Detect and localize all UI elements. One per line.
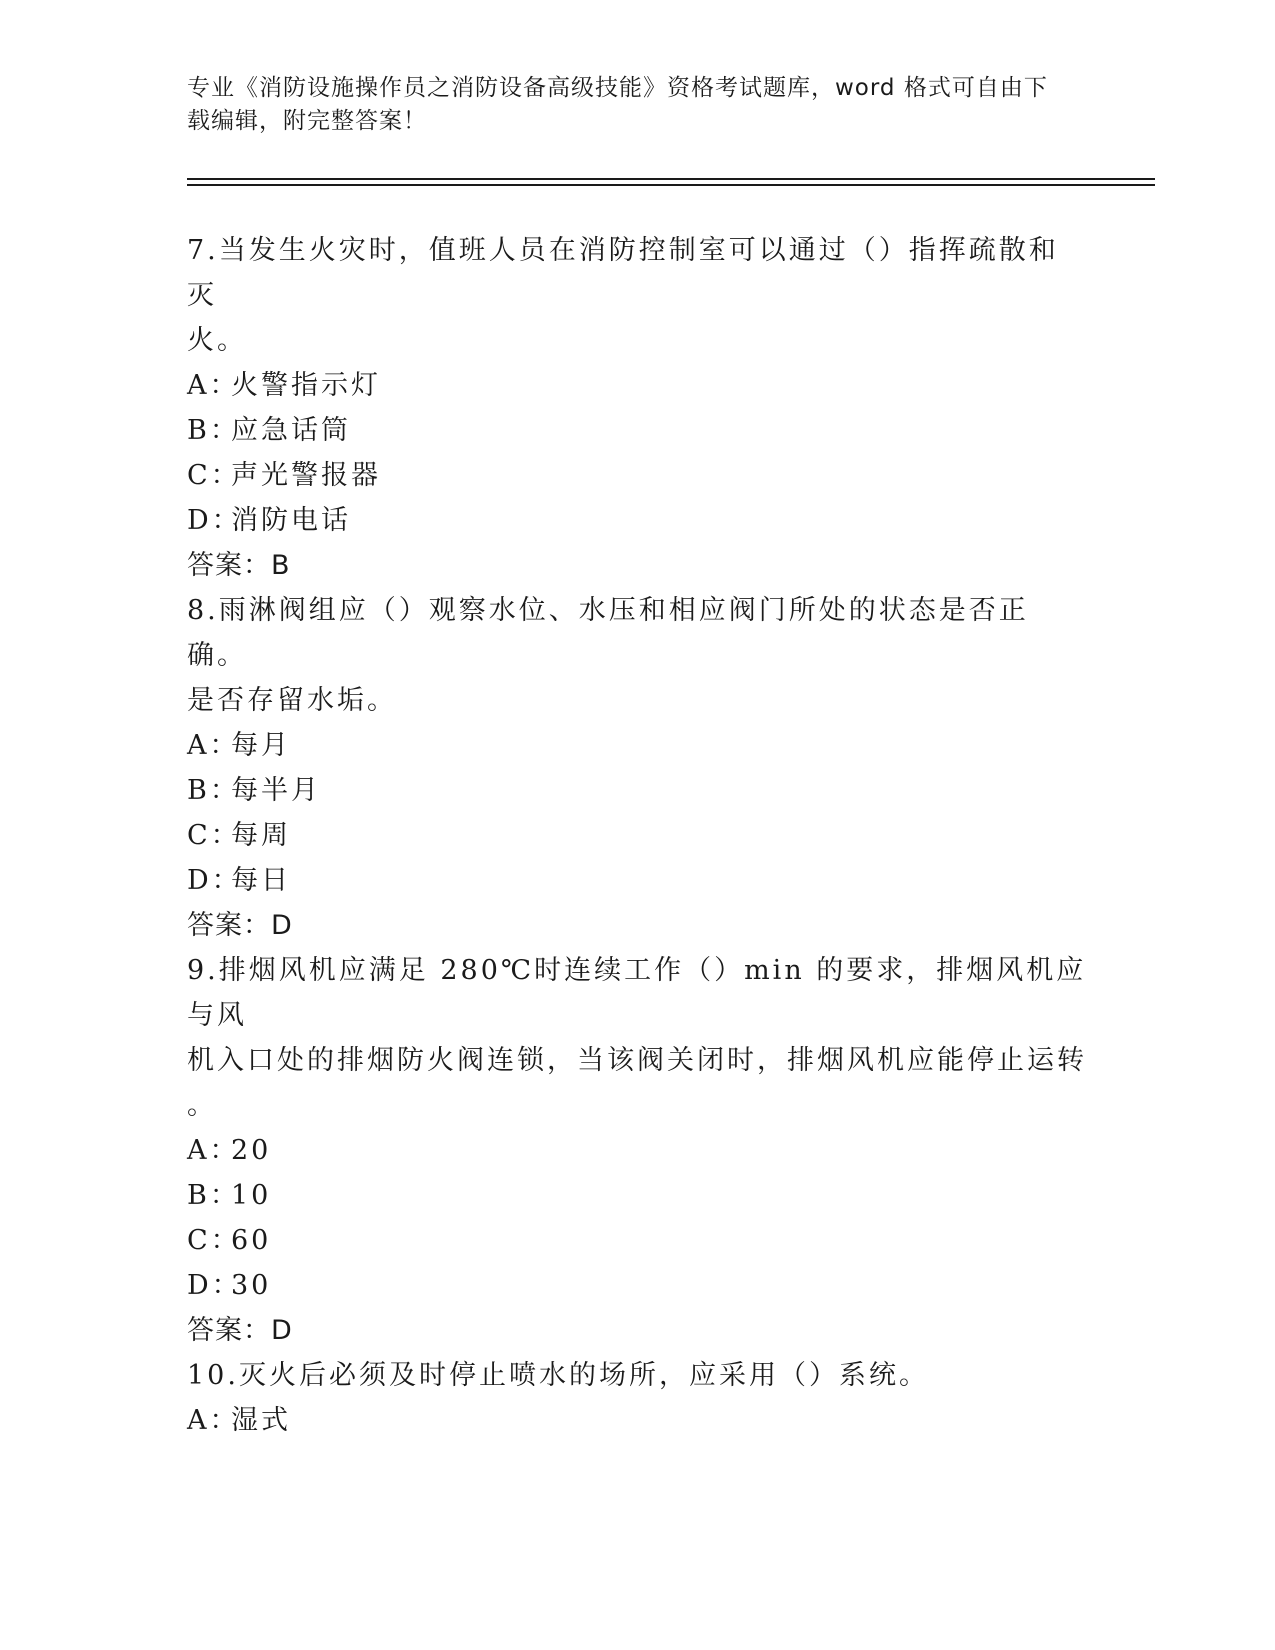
stem-line: 7.当发生火灾时，值班人员在消防控制室可以通过（）指挥疏散和灭 [187, 235, 1059, 311]
question-10 [187, 1353, 1087, 1443]
option-d [187, 1263, 1087, 1308]
option-d [187, 858, 1087, 903]
question-stem [187, 588, 1087, 723]
option-label: C： [187, 460, 241, 491]
option-label: B： [187, 1180, 240, 1211]
option-text: 20 [231, 1135, 272, 1166]
header-line-2: 载编辑，附完整答案！ [187, 108, 427, 134]
option-label: B： [187, 775, 240, 806]
stem-line: 火。 [187, 325, 247, 356]
option-a [187, 363, 1087, 408]
stem-line: 。 [187, 1090, 217, 1121]
option-text: 每月 [231, 730, 291, 761]
answer: 答案：D [187, 910, 293, 941]
question-9 [187, 948, 1087, 1353]
option-text: 湿式 [231, 1405, 291, 1436]
stem-line: 8.雨淋阀组应（）观察水位、水压和相应阀门所处的状态是否正确。 [187, 595, 1029, 671]
option-label: A： [187, 1135, 240, 1166]
option-label: A： [187, 1405, 240, 1436]
stem-line: 是否存留水垢。 [187, 685, 397, 716]
option-b [187, 768, 1087, 813]
question-stem [187, 228, 1087, 363]
header-divider-top [187, 178, 1155, 180]
option-text: 消防电话 [231, 505, 351, 536]
answer: 答案：D [187, 1315, 293, 1346]
stem-line: 机入口处的排烟防火阀连锁，当该阀关闭时，排烟风机应能停止运转 [187, 1045, 1087, 1076]
option-text: 每日 [231, 865, 291, 896]
option-c [187, 453, 1087, 498]
option-label: D： [187, 865, 242, 896]
option-label: B： [187, 415, 240, 446]
option-text: 每半月 [231, 775, 321, 806]
option-b [187, 408, 1087, 453]
header-divider-bottom [187, 184, 1155, 186]
option-c [187, 1218, 1087, 1263]
option-a [187, 1398, 1087, 1443]
option-text: 30 [231, 1270, 272, 1301]
question-stem [187, 948, 1087, 1128]
option-label: D： [187, 1270, 242, 1301]
option-label: A： [187, 370, 240, 401]
option-text: 10 [231, 1180, 272, 1211]
option-c [187, 813, 1087, 858]
option-label: C： [187, 820, 241, 851]
option-a [187, 1128, 1087, 1173]
stem-line: 9.排烟风机应满足 280℃时连续工作（）min 的要求，排烟风机应与风 [187, 955, 1087, 1031]
question-stem [187, 1353, 1087, 1398]
option-label: D： [187, 505, 242, 536]
option-label: C： [187, 1225, 241, 1256]
stem-line: 10.灭火后必须及时停止喷水的场所，应采用（）系统。 [187, 1360, 929, 1391]
header-line-1: 专业《消防设施操作员之消防设备高级技能》资格考试题库，word 格式可自由下 [187, 75, 1048, 101]
option-d [187, 498, 1087, 543]
option-text: 60 [231, 1225, 272, 1256]
question-7 [187, 228, 1087, 588]
option-text: 声光警报器 [231, 460, 381, 491]
option-a [187, 723, 1087, 768]
answer: 答案：B [187, 550, 291, 581]
document-header [187, 72, 1067, 138]
option-text: 每周 [231, 820, 291, 851]
option-label: A： [187, 730, 240, 761]
option-b [187, 1173, 1087, 1218]
option-text: 火警指示灯 [231, 370, 381, 401]
option-text: 应急话筒 [231, 415, 351, 446]
question-8 [187, 588, 1087, 948]
